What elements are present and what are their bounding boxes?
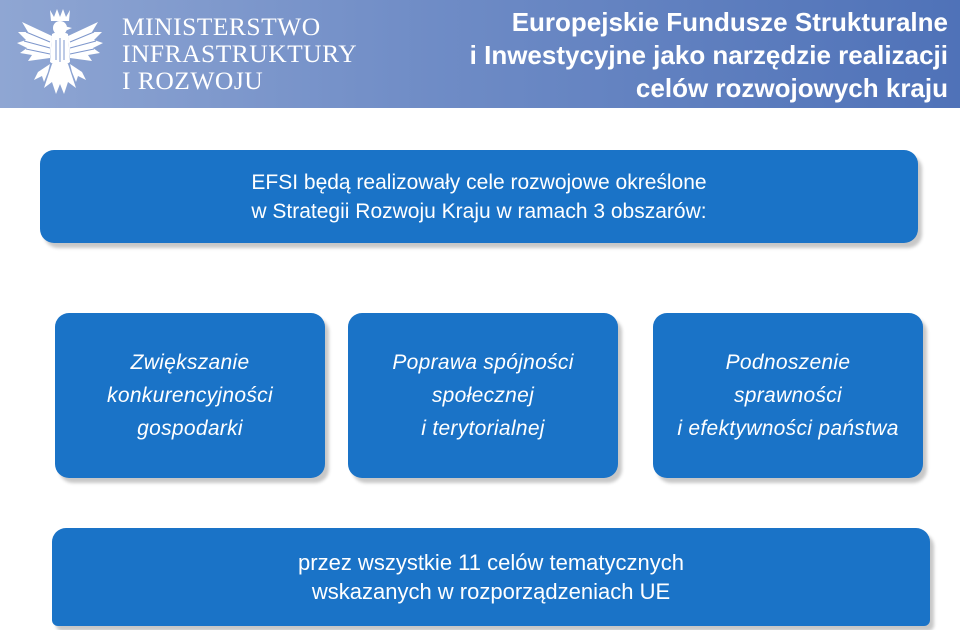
polish-eagle-emblem-icon: [14, 6, 106, 102]
title-line: i Inwestycyjne jako narzędzie realizacji: [469, 40, 948, 70]
title-line: celów rozwojowych kraju: [635, 73, 948, 103]
footer-line: przez wszystkie 11 celów tematycznych: [298, 550, 684, 575]
intro-line: EFSI będą realizowały cele rozwojowe określone: [251, 170, 707, 194]
title-line: Europejskie Fundusze Strukturalne: [511, 7, 948, 37]
area-box-cohesion: [348, 313, 618, 478]
area-line: konkurencyjności: [107, 384, 273, 407]
slide-title: [470, 6, 948, 105]
area-box-competitiveness: [55, 313, 325, 478]
footer-box: [52, 528, 930, 626]
area-line: i terytorialnej: [421, 417, 545, 440]
footer-line: wskazanych w rozporządzeniach UE: [311, 579, 671, 604]
intro-line: w Strategii Rozwoju Kraju w ramach 3 obszarów:: [251, 199, 707, 223]
intro-box: [40, 150, 918, 243]
area-line: Poprawa spójności: [392, 351, 574, 374]
area-line: i efektywności państwa: [677, 417, 899, 440]
area-box-efficiency: [653, 313, 923, 478]
header-banner: [0, 0, 960, 108]
area-line: gospodarki: [137, 417, 243, 440]
ministry-line: I ROZWOJU: [122, 66, 264, 95]
area-line: społecznej: [431, 384, 535, 407]
ministry-line: INFRASTRUKTURY: [122, 39, 358, 68]
ministry-line: MINISTERSTWO: [122, 12, 321, 41]
area-line: Podnoszenie: [725, 351, 851, 374]
area-line: Zwiększanie: [130, 351, 250, 374]
area-line: sprawności: [733, 384, 843, 407]
ministry-name: [122, 13, 357, 94]
